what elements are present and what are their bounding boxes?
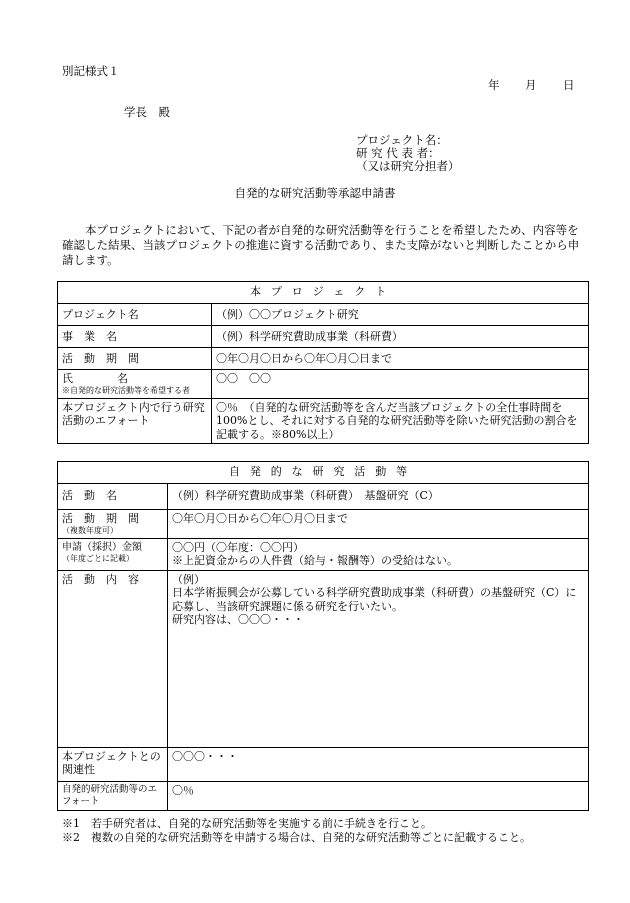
table-row (58, 747, 589, 781)
representative-label: 研 究 代 表 者： (356, 146, 440, 160)
row-label: 氏 名 (62, 372, 128, 385)
row-label: 自発的研究活動等のエフォート (58, 781, 168, 810)
table-row (58, 570, 589, 747)
row-value: 〇％ (168, 781, 589, 810)
row-label: 本プロジェクト内で行う研究活動のエフォート (58, 398, 212, 444)
row-label-cell (58, 510, 168, 539)
table-row (58, 398, 589, 444)
table-row (58, 370, 589, 399)
activity-table-heading: 自発的な研究活動等 (58, 462, 589, 484)
row-label: 事 業 名 (58, 326, 212, 348)
row-label: 本プロジェクトとの関連性 (58, 747, 168, 781)
table-row (58, 510, 589, 539)
activity-table (57, 461, 589, 811)
row-value: （例） (172, 572, 205, 586)
row-value-cell (168, 538, 589, 570)
row-label-cell (58, 538, 168, 570)
document-title: 自発的な研究活動等承認申請書 (234, 186, 396, 200)
row-label: プロジェクト名 (58, 304, 212, 326)
row-label: 活 動 名 (58, 484, 168, 510)
intro-paragraph: 本プロジェクトにおいて、下記の者が自発的な研究活動等を行うことを希望したため、内容等を確認した結果、当該プロジェクトの推進に資する活動であり、また支障がないと判断したことから申請します。 (62, 223, 580, 267)
row-value: 〇％ （自発的な研究活動等を含んだ当該プロジェクトの全仕事時間を100%とし、それに対する自発的な研究活動等を除いた研究活動の割合を記載する。※80%以上） (212, 398, 589, 444)
row-label-cell (58, 370, 212, 399)
row-value: 〇年〇月〇日から〇年〇月〇日まで (168, 510, 589, 539)
row-value: （例）科学研究費助成事業（科研費） (212, 326, 589, 348)
note-1: ※1 若手研究者は、自発的な研究活動等を実施する前に手続きを行こと。 (62, 817, 432, 830)
table-row (58, 348, 589, 370)
row-value: （例）〇〇プロジェクト研究 (212, 304, 589, 326)
row-value-note: ※上記資金からの人件費（給与・報酬等）の受給はない。 (172, 554, 458, 567)
row-value: 〇〇〇・・・ (168, 747, 589, 781)
row-sublabel: ※自発的な研究活動等を希望する者 (62, 385, 190, 395)
table-row (58, 304, 589, 326)
date-line (488, 77, 575, 93)
table-row (58, 538, 589, 570)
row-value-detail: 日本学術振興会が公募している科学研究費助成事業（科研費）の基盤研究（C）に応募し、当該研究課題に係る研究を行いたい。 (172, 586, 577, 613)
row-value-content: 研究内容は、〇〇〇・・・ (172, 613, 304, 626)
row-value: （例）科学研究費助成事業（科研費） 基盤研究（C） (168, 484, 589, 510)
project-table (57, 281, 589, 444)
row-value: 〇〇 〇〇 (212, 370, 589, 399)
row-value: 〇〇円（〇年度：〇〇円） (172, 540, 304, 554)
co-investigator-label: （又は研究分担者） (356, 159, 460, 173)
table-row (58, 484, 589, 510)
date-month: 月 (525, 78, 537, 92)
row-label: 活 動 内 容 (58, 570, 168, 747)
table-row (58, 326, 589, 348)
date-day: 日 (563, 78, 575, 92)
project-table-heading: 本プロジェクト (58, 282, 589, 304)
row-label: 活 動 期 間 (62, 512, 139, 525)
row-value-cell (168, 570, 589, 747)
row-label: 申請（採択）金額 (62, 541, 142, 553)
table-row (58, 781, 589, 810)
row-sublabel: （複数年度可） (62, 525, 118, 535)
row-sublabel: （年度ごとに記載） (62, 554, 134, 563)
project-name-label: プロジェクト名： (356, 133, 448, 147)
row-value: 〇年〇月〇日から〇年〇月〇日まで (212, 348, 589, 370)
row-label: 活 動 期 間 (58, 348, 212, 370)
form-number: 別記様式１ (62, 64, 120, 78)
note-2: ※2 複数の自発的な研究活動等を申請する場合は、自発的な研究活動等ごとに記載すること。 (62, 831, 531, 844)
date-year: 年 (488, 78, 500, 92)
addressee: 学長 殿 (124, 105, 170, 119)
